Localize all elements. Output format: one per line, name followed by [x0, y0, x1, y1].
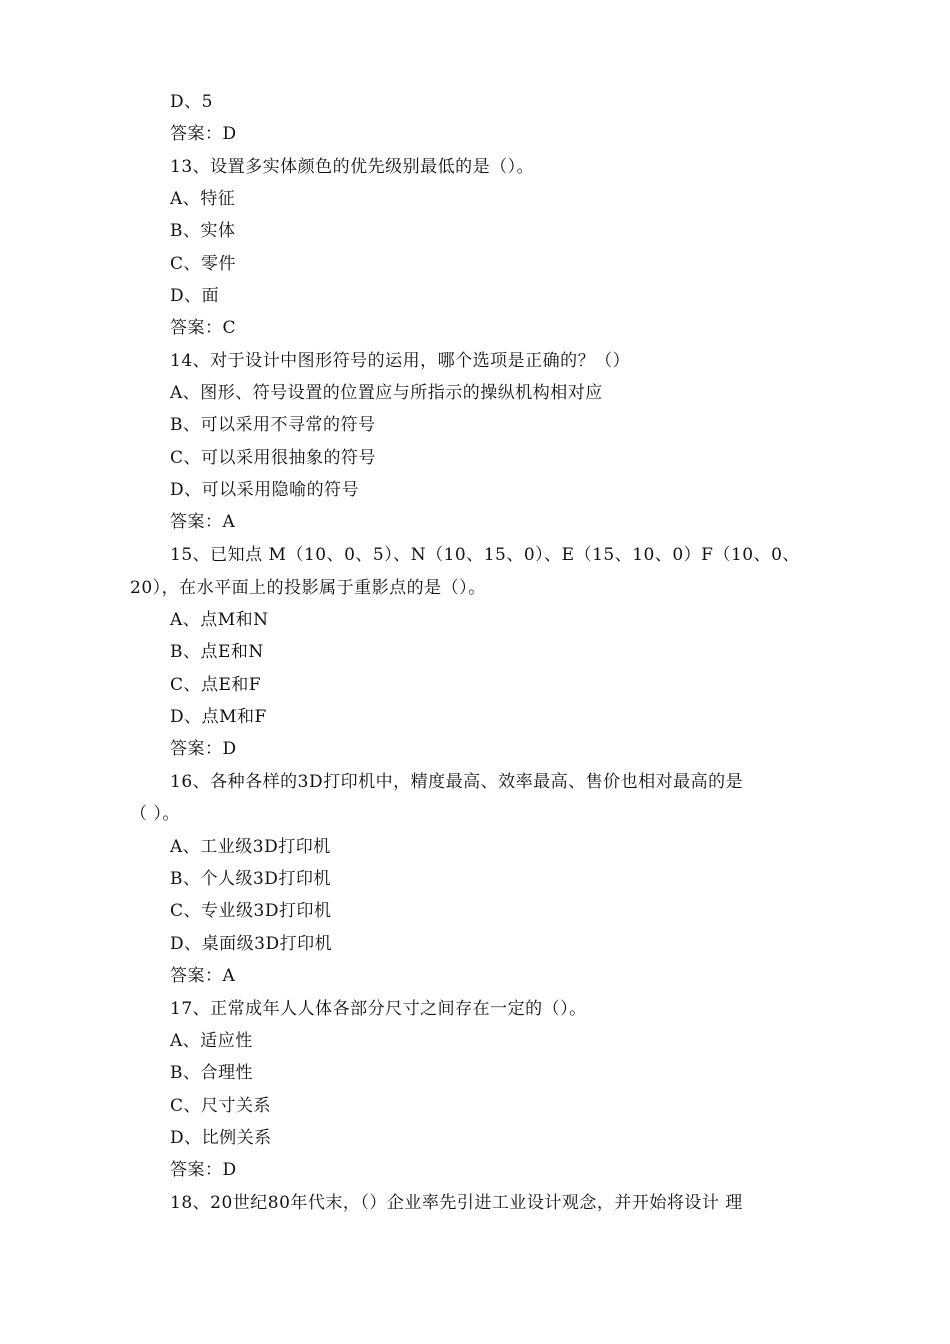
question-14: 14、对于设计中图形符号的运用，哪个选项是正确的？（） — [170, 351, 631, 371]
option-d-q16: D、桌面级3D打印机 — [170, 934, 333, 954]
question-13: 13、设置多实体颜色的优先级别最低的是（）。 — [170, 157, 535, 177]
answer-q17: 答案：D — [170, 1160, 237, 1180]
option-d-q13: D、面 — [170, 286, 220, 306]
question-18: 18、20世纪80年代末，（）企业率先引进工业设计观念，并开始将设计 理 — [170, 1193, 743, 1213]
option-b-q15: B、点E和N — [170, 642, 264, 662]
question-15: 15、已知点 M（10、0、5）、N（10、15、0）、E（15、10、0）F（10、0、 — [170, 545, 800, 565]
option-b-q13: B、实体 — [170, 221, 236, 241]
option-c-q14: C、可以采用很抽象的符号 — [170, 448, 377, 468]
answer-q14: 答案：A — [170, 512, 236, 532]
option-c-q15: C、点E和F — [170, 675, 262, 695]
option-c-q13: C、零件 — [170, 254, 237, 274]
question-15-continued: 20），在水平面上的投影属于重影点的是（）。 — [130, 578, 486, 598]
answer-q15: 答案：D — [170, 739, 237, 759]
answer-q16: 答案：A — [170, 966, 236, 986]
option-a-q16: A、工业级3D打印机 — [170, 837, 331, 857]
option-d-q14: D、可以采用隐喻的符号 — [170, 480, 360, 500]
option-a-q13: A、特征 — [170, 189, 236, 209]
answer-q12: 答案：D — [170, 124, 237, 144]
option-c-q17: C、尺寸关系 — [170, 1096, 272, 1116]
option-b-q14: B、可以采用不寻常的符号 — [170, 415, 376, 435]
question-16-continued: （ ）。 — [130, 804, 180, 824]
question-16: 16、各种各样的3D打印机中，精度最高、效率最高、售价也相对最高的是 — [170, 772, 744, 792]
option-a-q15: A、点M和N — [170, 610, 269, 630]
option-b-q17: B、合理性 — [170, 1063, 253, 1083]
option-d-q17: D、比例关系 — [170, 1128, 272, 1148]
answer-q13: 答案：C — [170, 318, 237, 338]
option-a-q14: A、图形、符号设置的位置应与所指示的操纵机构相对应 — [170, 383, 603, 403]
option-a-q17: A、适应性 — [170, 1031, 253, 1051]
option-c-q16: C、专业级3D打印机 — [170, 901, 332, 921]
option-d-q15: D、点M和F — [170, 707, 267, 727]
option-b-q16: B、个人级3D打印机 — [170, 869, 331, 889]
option-d-q12: D、5 — [170, 92, 213, 112]
question-17: 17、正常成年人人体各部分尺寸之间存在一定的（）。 — [170, 999, 587, 1019]
